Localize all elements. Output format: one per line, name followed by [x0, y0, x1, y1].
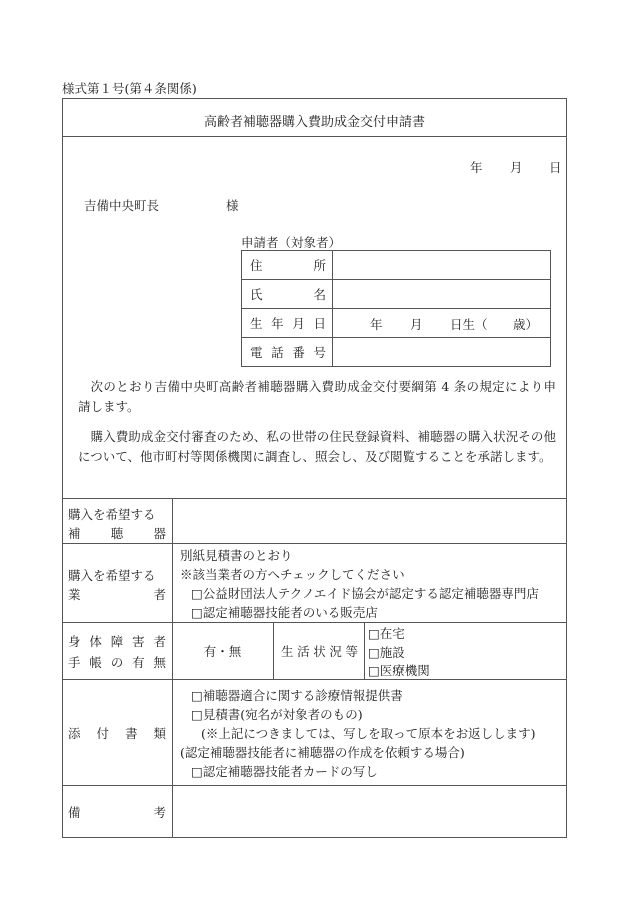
disability-label-line2: 手 帳 の 有 無	[68, 655, 166, 670]
consent-paragraph-1: 次のとおり吉備中央町高齢者補聴器購入費助成金交付要綱第 4 条の規定により申請します。	[78, 379, 556, 414]
divider	[273, 622, 274, 679]
living-option-facility[interactable]: □施設	[368, 645, 405, 660]
address-label: 住 所	[250, 258, 326, 273]
disability-label-line1: 身 体 障 害 者	[68, 634, 166, 649]
phone-label: 電 話 番 号	[250, 345, 326, 360]
vendor-option-certified-shop[interactable]: □公益財団法人テクノエイド協会が認定する認定補聴器専門店	[191, 586, 539, 601]
divider	[172, 498, 173, 838]
divider	[364, 622, 365, 679]
device-label-line2: 補 聴 器	[68, 526, 166, 541]
name-label: 氏 名	[250, 287, 326, 302]
applicant-heading: 申請者（対象者）	[241, 235, 342, 250]
vendor-option-technician-shop[interactable]: □認定補聴器技能者のいる販売店	[191, 605, 378, 620]
form-number: 様式第１号(第４条関係)	[62, 81, 197, 96]
vendor-label-line1: 購入を希望する	[68, 568, 156, 583]
attachment-conditional-note: (認定補聴器技能者に補聴器の作成を依頼する場合)	[180, 745, 465, 760]
divider	[62, 622, 567, 623]
divider	[62, 785, 567, 786]
applicant-row-phone	[242, 338, 551, 367]
attachment-medical-info[interactable]: □補聴器適合に関する診療情報提供書	[191, 688, 403, 703]
birth-day-unit: 日生（	[450, 317, 488, 332]
applicant-row-address	[242, 251, 551, 280]
attachment-estimate-note: (※上記につきましては、写しを取って原本をお返しします)	[201, 726, 536, 741]
divider	[62, 679, 567, 680]
vendor-estimate-note: 別紙見積書のとおり	[180, 548, 293, 563]
living-option-medical[interactable]: □医療機関	[368, 663, 430, 678]
phone-field[interactable]	[333, 338, 551, 367]
vendor-check-instruction: ※該当業者の方へチェックしてください	[180, 567, 405, 582]
living-option-home[interactable]: □在宅	[368, 626, 405, 641]
date-month-label: 月	[510, 160, 523, 175]
remarks-field[interactable]	[174, 787, 564, 836]
date-year-label: 年	[470, 160, 483, 175]
applicant-row-birthdate	[242, 309, 551, 338]
device-label-line1: 購入を希望する	[68, 507, 156, 522]
name-field[interactable]	[333, 280, 551, 309]
age-unit: 歳）	[513, 317, 539, 332]
addressee-honorific: 様	[226, 198, 239, 213]
birthdate-field[interactable]	[333, 309, 551, 338]
addressee-name: 吉備中央町長	[84, 198, 160, 213]
applicant-table	[241, 250, 551, 367]
divider	[62, 136, 567, 137]
address-field[interactable]	[333, 251, 551, 280]
attachment-technician-card[interactable]: □認定補聴器技能者カードの写し	[191, 764, 378, 779]
vendor-label-line2: 業 者	[68, 587, 166, 602]
birth-month-unit: 月	[410, 317, 423, 332]
birth-year-unit: 年	[370, 317, 383, 332]
living-status-label: 生 活 状 況 等	[281, 644, 358, 659]
attachments-label: 添 付 書 類	[68, 726, 166, 741]
date-day-label: 日	[549, 160, 562, 175]
attachment-estimate[interactable]: □見積書(宛名が対象者のもの)	[191, 707, 363, 722]
device-field[interactable]	[174, 500, 564, 541]
divider	[62, 543, 567, 544]
form-title: 高齢者補聴器購入費助成金交付申請書	[203, 115, 425, 130]
divider	[62, 498, 567, 499]
birthdate-label: 生 年 月 日	[250, 316, 326, 331]
disability-value[interactable]: 有・無	[203, 644, 242, 659]
consent-paragraph-2: 購入費助成金交付審査のため、私の世帯の住民登録資料、補聴器の購入状況その他について、他市町村等関係機関に調査し、照会し、及び閲覧することを承諾します。	[78, 429, 556, 464]
remarks-label: 備 考	[68, 805, 166, 820]
applicant-row-name	[242, 280, 551, 309]
